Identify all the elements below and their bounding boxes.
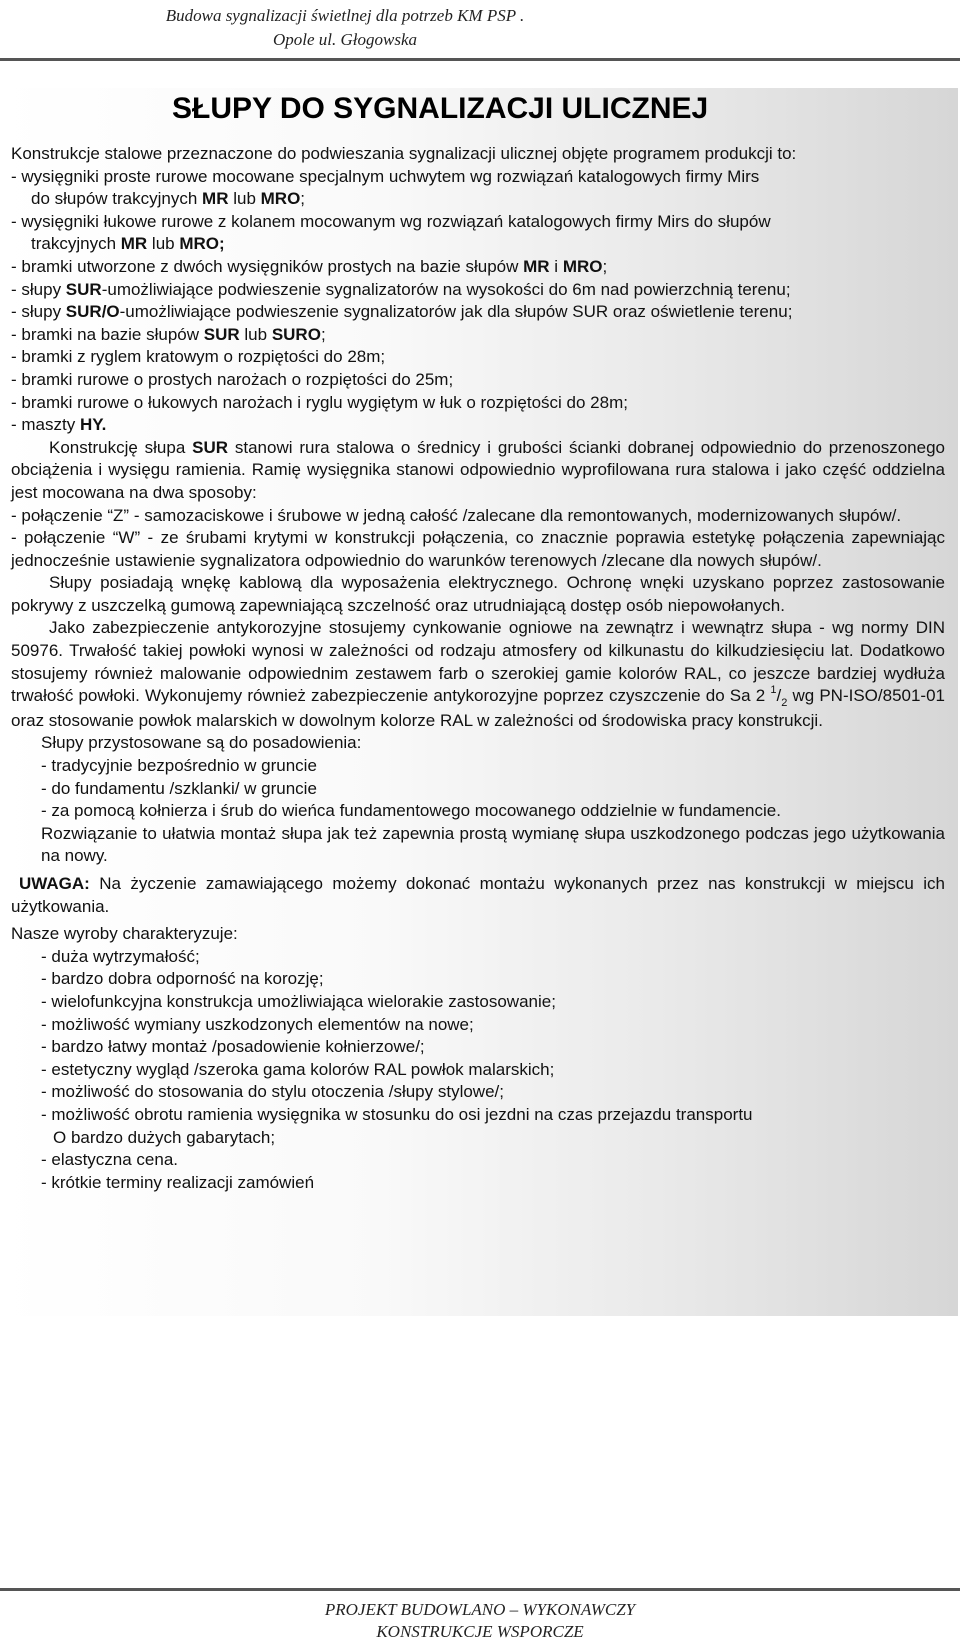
product-item-4: - słupy SUR-umożliwiające podwieszenie sygnalizatorów na wysokości do 6m nad powierzchnią terenu;	[11, 279, 791, 299]
page-header	[0, 4, 690, 52]
feature-item: - estetyczny wygląd /szeroka gama kolorów RAL powłok malarskich;	[41, 1059, 555, 1079]
document-body	[11, 143, 945, 1194]
feature-item: - możliwość obrotu ramienia wysięgnika w stosunku do osi jezdni na czas przejazdu transportu	[41, 1104, 753, 1124]
foundation-item-2: - do fundamentu /szklanki/ w gruncie	[41, 778, 317, 798]
feature-item-cont: O bardzo dużych gabarytach;	[53, 1127, 276, 1147]
uwaga-label: UWAGA:	[19, 874, 90, 893]
feature-item: - bardzo łatwy montaż /posadowienie kołnierzowe/;	[41, 1037, 425, 1057]
foundation-item-3: - za pomocą kołnierza i śrub do wieńca fundamentowego mocowanego oddzielnie w fundamencie.	[41, 801, 781, 821]
corrosion-protection-paragraph: Jako zabezpieczenie antykorozyjne stosujemy cynkowanie ogniowe na zewnątrz i wewnątrz słupa - wg normy DIN 50976. Trwałość takiej powłoki wynosi w zależności od rodzaju atmosfery od kilkunastu do kilkudziesięciu lat. Dodatkowo stosujemy również malowanie odpowiednim zestawem farb o szerokiej gamie kolorów RAL, co jeszcze bardziej wydłuża trwałość powłoki. Wykonujemy również zabezpieczenie antykorozyjne poprzez czyszczenie do Sa 2 $^1/_2$ wg PN-ISO/8501-01 oraz stosowanie powłok malarskich w dowolnym kolorze RAL w zależności od środowiska pracy konstrukcji.	[11, 618, 946, 730]
foundation-note: Rozwiązanie to ułatwia montaż słupa jak też zapewnia prostą wymianę słupa uszkodzonego podczas jego użytkowania na nowy.	[41, 823, 945, 866]
feature-item: - duża wytrzymałość;	[41, 946, 200, 966]
product-item-10: - maszty HY.	[11, 415, 107, 435]
product-item-1: - wysięgniki proste rurowe mocowane specjalnym uchwytem wg rozwiązań katalogowych firmy Mirs	[11, 166, 760, 186]
document-title: SŁUPY DO SYGNALIZACJI ULICZNEJ	[172, 92, 709, 125]
product-item-1-cont: do słupów trakcyjnych MR lub MRO;	[31, 189, 306, 209]
product-item-7: - bramki z ryglem kratowym o rozpiętości do 28m;	[11, 347, 386, 367]
product-item-5: - słupy SUR/O-umożliwiające podwieszenie sygnalizatorów jak dla słupów SUR oraz oświetlenie terenu;	[11, 302, 793, 322]
header-line-1: Budowa sygnalizacji świetlnej dla potrzeb KM PSP .	[165, 6, 525, 25]
sur-construction-paragraph: Konstrukcję słupa SUR stanowi rura stalowa o średnicy i grubości ścianki dobranej odpowiednio do przenoszonego obciążenia i wysięgu ramienia. Ramię wysięgnika stanowi odpowiednio wyprofilowana rura stalowa i jako część oddzielna jest mocowana na dwa sposoby:	[11, 437, 946, 502]
feature-item: - elastyczna cena.	[41, 1150, 179, 1170]
feature-item: - bardzo dobra odporność na korozję;	[41, 969, 324, 989]
foundation-heading: Słupy przystosowane są do posadowienia:	[41, 733, 362, 753]
foundation-item-1: - tradycyjnie bezpośrednio w gruncie	[41, 756, 317, 776]
intro-text: Konstrukcje stalowe przeznaczone do podwieszania sygnalizacji ulicznej objęte programem produkcji to:	[11, 144, 797, 163]
feature-item: - możliwość do stosowania do stylu otoczenia /słupy stylowe/;	[41, 1082, 504, 1102]
product-item-2: - wysięgniki łukowe rurowe z kolanem mocowanym wg rozwiązań katalogowych firmy Mirs do słupów	[11, 211, 771, 231]
uwaga-note: UWAGA: Na życzenie zamawiającego możemy dokonać montażu wykonanych przez nas konstrukcji w miejscu ich użytkowania.	[11, 874, 945, 916]
product-item-8: - bramki rurowe o prostych narożach o rozpiętości do 25m;	[11, 369, 454, 389]
connection-z-paragraph: - połączenie “Z” - samozaciskowe i śrubowe w jedną całość /zalecane dla remontowanych, modernizowanych słupów/.	[11, 505, 902, 525]
feature-item: - możliwość wymiany uszkodzonych elementów na nowe;	[41, 1014, 474, 1034]
feature-item: - krótkie terminy realizacji zamówień	[41, 1172, 315, 1192]
feature-item: - wielofunkcyjna konstrukcja umożliwiająca wielorakie zastosowanie;	[41, 991, 556, 1011]
product-item-6: - bramki na bazie słupów SUR lub SURO;	[11, 324, 326, 344]
footer-line-2: KONSTRUKCJE WSPORCZE	[376, 1622, 584, 1641]
product-item-2-cont: trakcyjnych MR lub MRO;	[31, 234, 225, 254]
product-item-3: - bramki utworzone z dwóch wysięgników prostych na bazie słupów MR i MRO;	[11, 256, 608, 276]
connection-w-paragraph: - połączenie “W” - ze śrubami krytymi w konstrukcji połączenia, co znacznie poprawia estetykę połączenia zapewniając jednocześnie ustawienie sygnalizatora odpowiednio do warunków terenowych /zlecane dla nowych słupów/.	[11, 528, 945, 570]
header-line-2: Opole ul. Głogowska	[272, 30, 418, 49]
features-heading: Nasze wyroby charakteryzuje:	[11, 924, 238, 944]
page-footer	[0, 1599, 960, 1643]
header-rule	[0, 58, 960, 61]
cable-recess-paragraph: Słupy posiadają wnękę kablową dla wyposażenia elektrycznego. Ochronę wnęki uzyskano poprzez zastosowanie pokrywy z uszczelką gumową zapewniającą szczelność oraz utrudniającą dostęp osób niepowołanych.	[11, 573, 945, 615]
footer-rule	[0, 1588, 960, 1591]
product-item-9: - bramki rurowe o łukowych narożach i ryglu wygiętym w łuk o rozpiętości do 28m;	[11, 392, 628, 412]
footer-line-1: PROJEKT BUDOWLANO – WYKONAWCZY	[324, 1600, 636, 1619]
